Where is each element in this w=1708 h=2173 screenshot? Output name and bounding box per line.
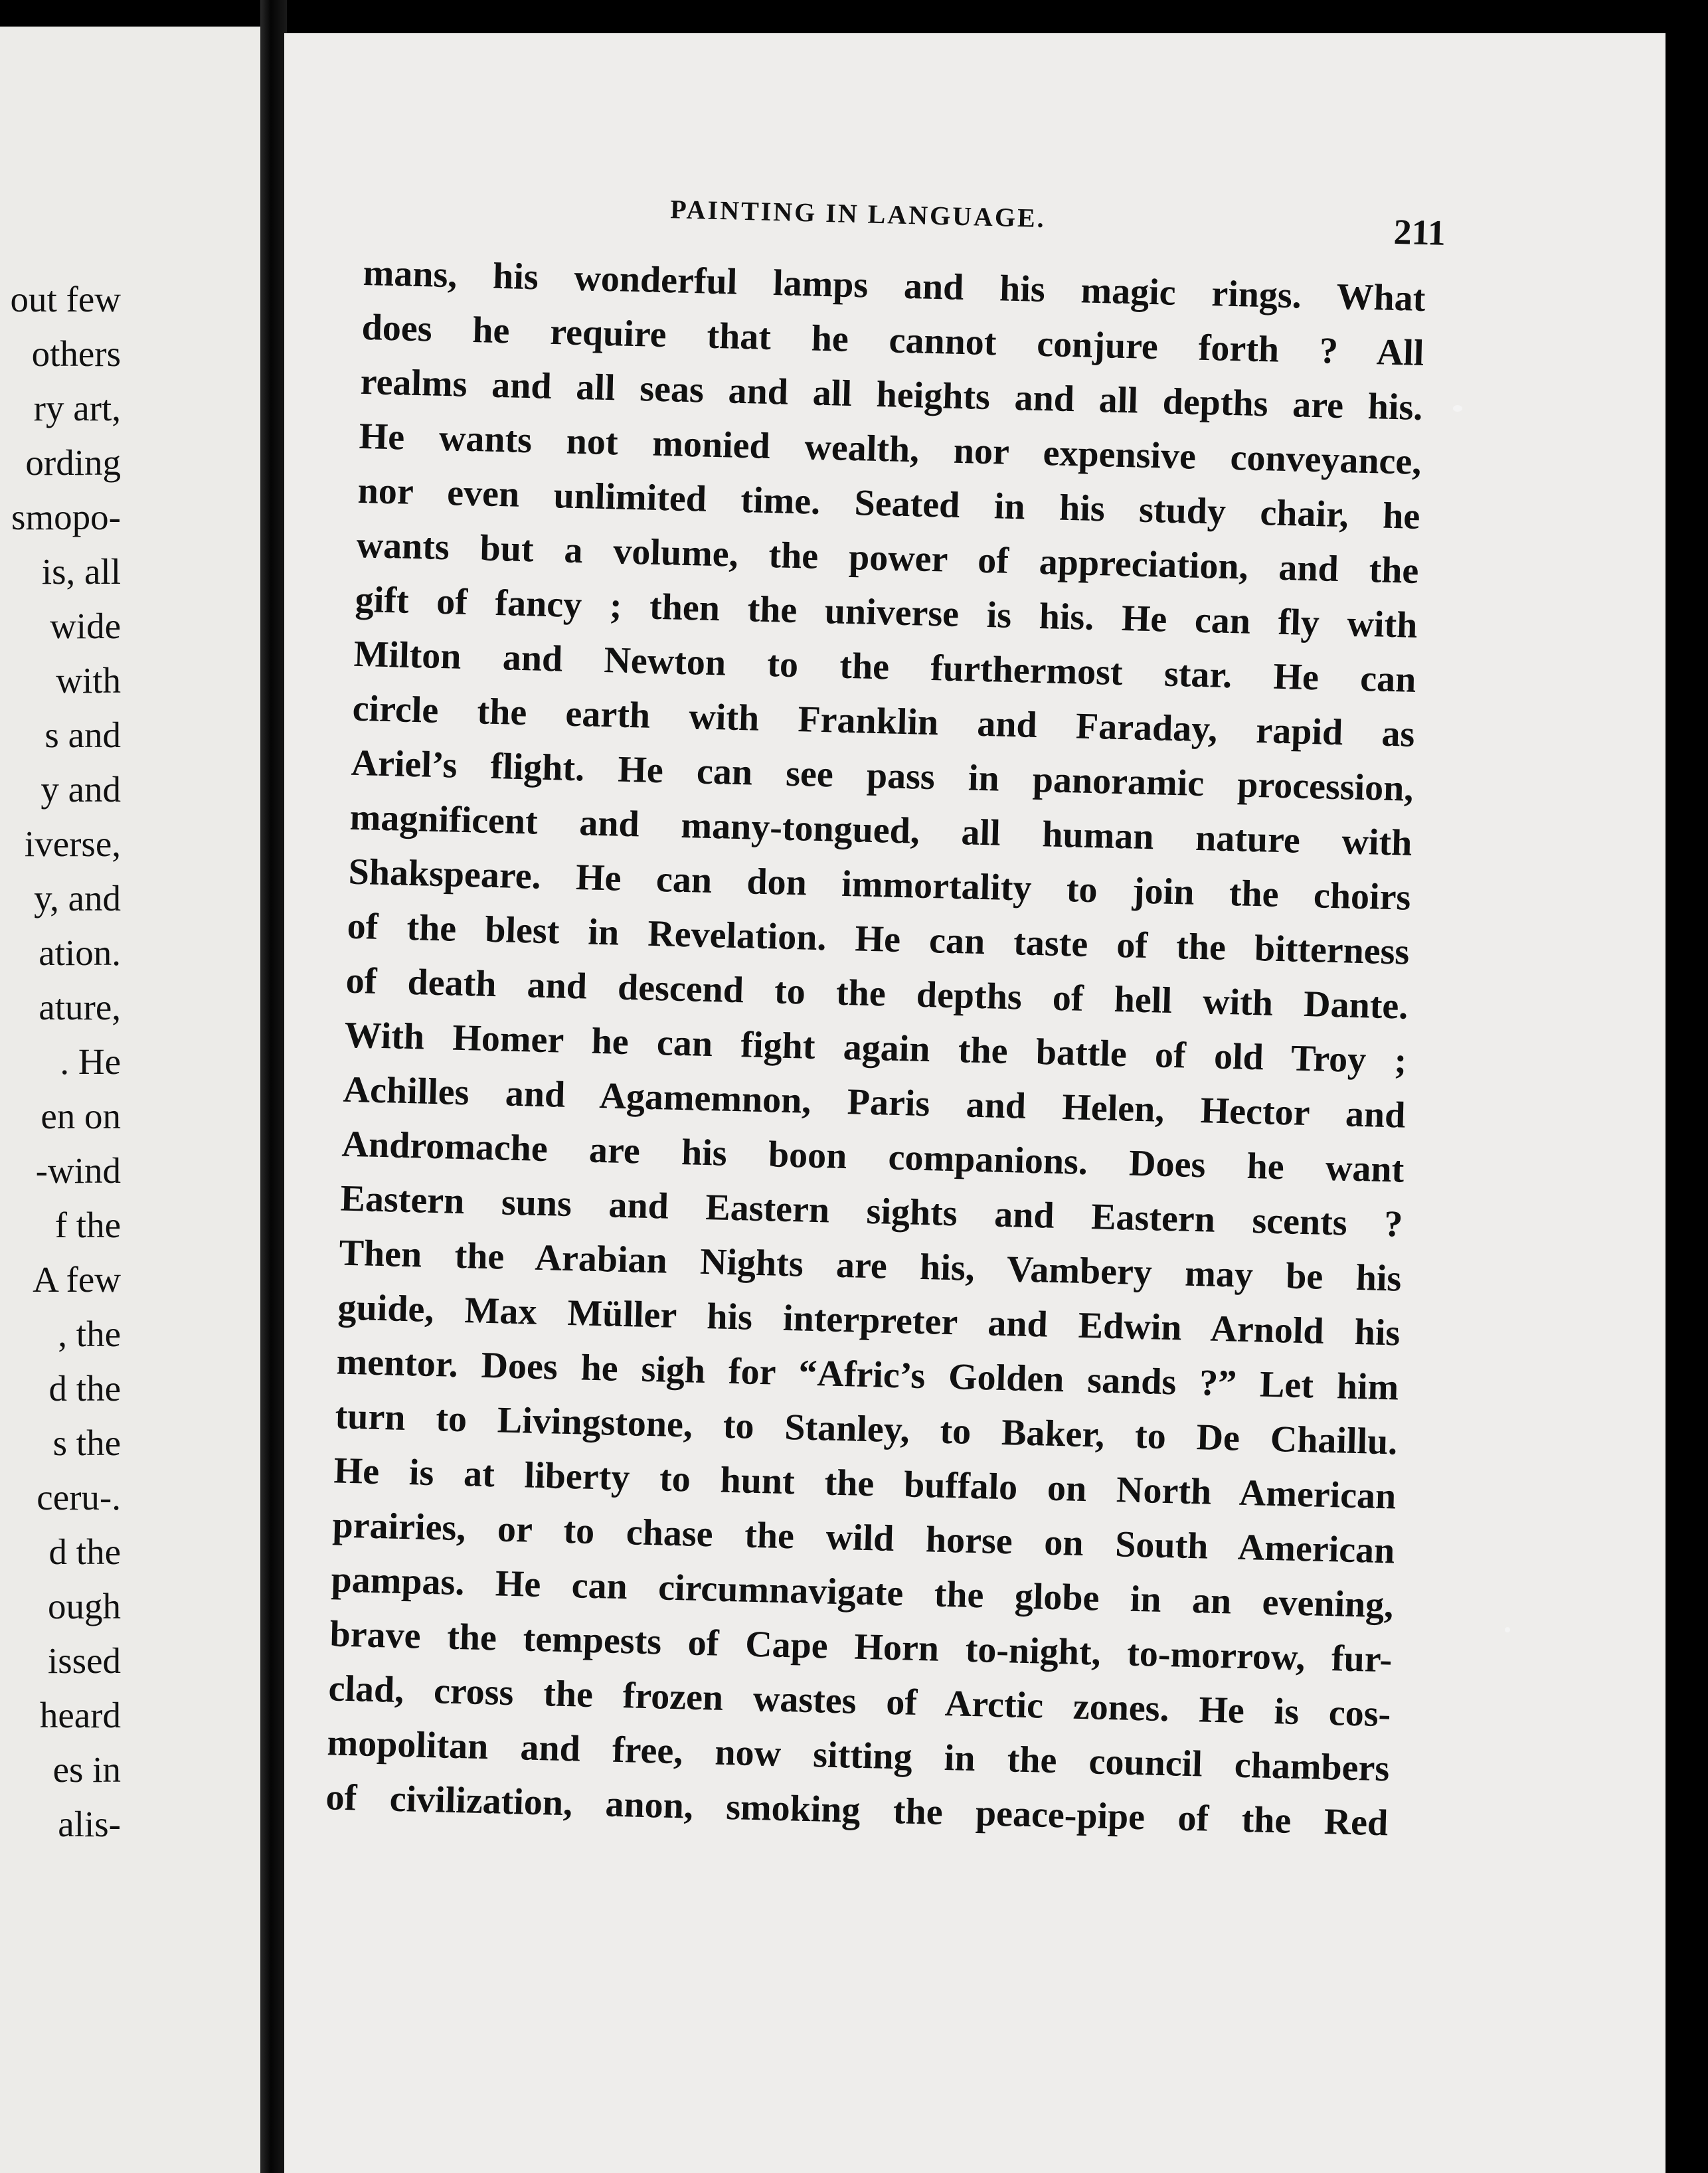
previous-page-line: s the	[52, 1423, 121, 1463]
page-content	[325, 186, 1446, 1850]
previous-page-line: es in	[52, 1749, 121, 1790]
text-line: Ariel’s flight. He can see pass in panoramic procession,	[351, 742, 1414, 810]
text-line: mopolitan and free, now sitting in the council chambers	[326, 1722, 1390, 1790]
text-line: of death and descend to the depths of hell with Dante.	[345, 960, 1409, 1027]
text-line: magnificent and many-tongued, all human nature with	[349, 796, 1413, 864]
text-line: of the blest in Revelation. He can taste of the bitterness	[347, 905, 1410, 973]
text-line: mans, his wonderful lamps and his magic rings. What	[363, 252, 1426, 320]
text-line: Then the Arabian Nights are his, Vambery may be his	[338, 1232, 1403, 1300]
previous-page-line: smopo-	[11, 497, 121, 537]
text-line: does he require that he cannot conjure forth ? All	[361, 306, 1425, 375]
previous-page-line: with	[56, 660, 121, 701]
film-border-right	[1665, 0, 1708, 2173]
previous-page-line: is, all	[41, 551, 121, 592]
text-line: nor even unlimited time. Seated in his study chair, he	[357, 470, 1421, 537]
previous-page-line: d the	[48, 1368, 121, 1409]
previous-page-line: alis-	[58, 1804, 121, 1844]
text-line: Milton and Newton to the furthermost star. He can	[353, 633, 1417, 701]
text-line: He wants not monied wealth, nor expensive conveyance,	[359, 415, 1422, 483]
previous-page-line: en on	[41, 1096, 121, 1136]
text-line: clad, cross the frozen wastes of Arctic zones. He is cos-	[327, 1668, 1391, 1735]
text-line: circle the earth with Franklin and Faraday, rapid as	[352, 687, 1416, 755]
text-line: of civilization, anon, smoking the peace-pipe of the Red	[325, 1777, 1389, 1844]
running-title: PAINTING IN LANGUAGE.	[669, 194, 1047, 234]
text-line: gift of fancy ; then the universe is his. He can fly with	[355, 578, 1418, 646]
previous-page-line: ceru-.	[37, 1477, 121, 1518]
previous-page-line: . He	[60, 1041, 121, 1082]
text-line: Achilles and Agamemnon, Paris and Helen, Hector and	[342, 1069, 1407, 1136]
previous-page-line: wide	[50, 606, 121, 646]
previous-page-line: y, and	[34, 878, 121, 918]
text-line: pampas. He can circumnavigate the globe in an evening,	[330, 1559, 1394, 1626]
text-line: Shakspeare. He can don immortality to join the choirs	[348, 851, 1412, 918]
previous-page-text	[0, 272, 121, 1852]
previous-page-line: ry art,	[33, 388, 121, 428]
book-page	[284, 33, 1665, 2173]
text-line: He is at liberty to hunt the buffalo on North American	[333, 1450, 1397, 1518]
previous-page-line: issed	[48, 1640, 121, 1681]
text-line: Andromache are his boon companions. Does he want	[341, 1123, 1405, 1191]
previous-page-line: out few	[10, 279, 121, 319]
text-line: With Homer he can fight again the battle of old Troy ;	[343, 1014, 1408, 1082]
film-speck	[1453, 405, 1462, 412]
previous-page-line: others	[31, 333, 121, 374]
previous-page-line: heard	[39, 1695, 121, 1735]
text-line: wants but a volume, the power of appreciation, and the	[356, 524, 1420, 592]
previous-page-line: ording	[25, 442, 121, 483]
text-line: Eastern suns and Eastern sights and Eastern scents ?	[339, 1177, 1404, 1245]
text-line: guide, Max Müller his interpreter and Edwin Arnold his	[337, 1286, 1401, 1354]
previous-page-line: d the	[48, 1531, 121, 1572]
previous-page-line: ation.	[39, 932, 121, 973]
book-gutter	[260, 0, 287, 2173]
previous-page-line: iverse,	[24, 824, 121, 864]
text-line: brave the tempests of Cape Horn to-night, to-morrow, fur-	[329, 1613, 1393, 1681]
previous-page-line: -wind	[35, 1150, 121, 1191]
film-speck	[1505, 1627, 1510, 1632]
previous-page-line: A few	[33, 1259, 121, 1300]
text-line: prairies, or to chase the wild horse on South American	[331, 1504, 1395, 1572]
previous-page-line: y and	[41, 769, 121, 810]
body-text	[325, 246, 1426, 1850]
previous-page-line: , the	[58, 1314, 121, 1354]
previous-page-edge	[0, 27, 260, 2173]
previous-page-line: s and	[44, 715, 121, 755]
text-line: realms and all seas and all heights and all depths are his.	[360, 361, 1424, 428]
text-line: mentor. Does he sigh for “Afric’s Golden sands ?” Let him	[335, 1341, 1400, 1409]
previous-page-line: ature,	[39, 987, 121, 1027]
page-number: 211	[1393, 211, 1446, 253]
previous-page-line: ough	[48, 1586, 121, 1626]
previous-page-line: f the	[54, 1205, 121, 1245]
text-line: turn to Livingstone, to Stanley, to Baker, to De Chaillu.	[334, 1395, 1399, 1463]
